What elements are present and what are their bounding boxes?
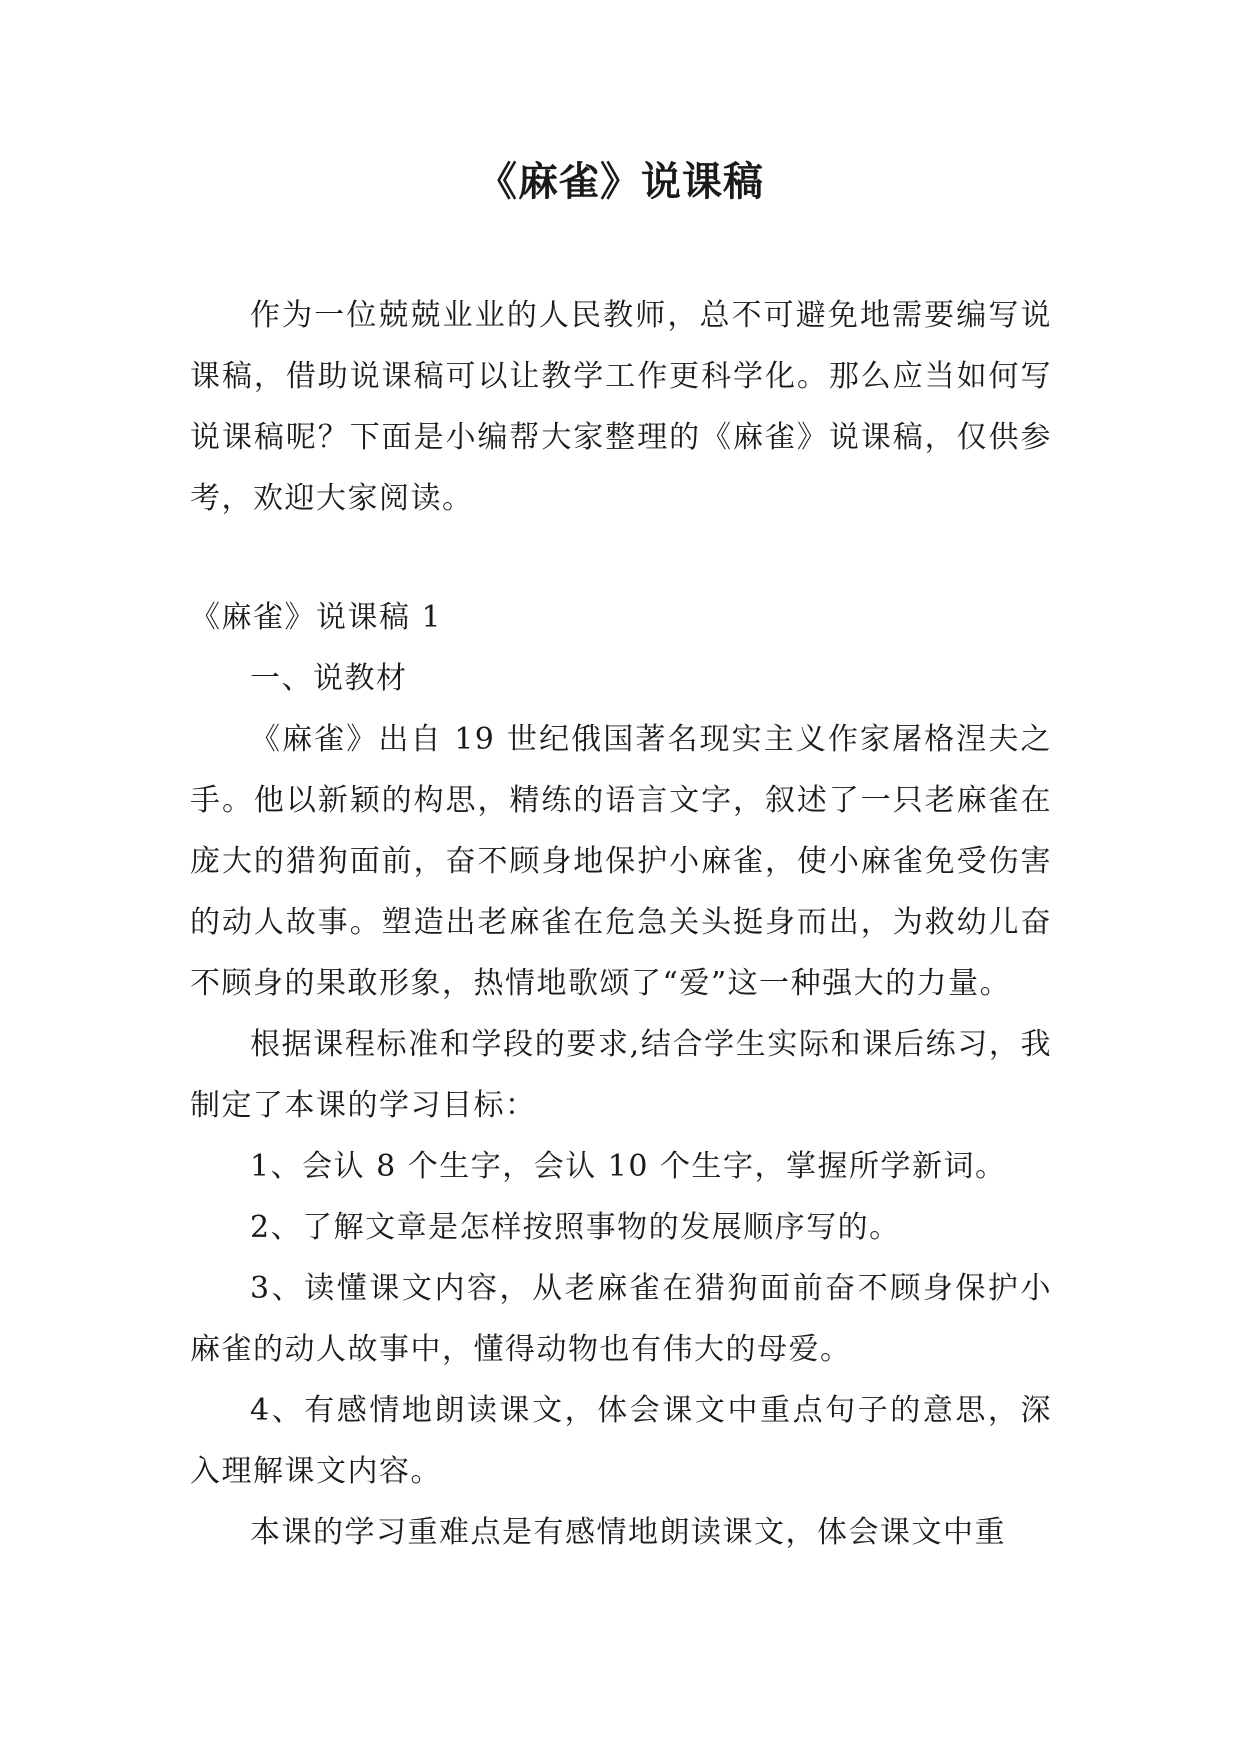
body-paragraph: 本课的学习重难点是有感情地朗读课文，体会课文中重: [250, 1515, 1006, 1550]
page-title: 《麻雀》说课稿: [477, 158, 764, 205]
section-heading: 《麻雀》说课稿 1: [190, 600, 443, 635]
document-body: [190, 285, 1052, 1563]
intro-paragraph: 作为一位兢兢业业的人民教师，总不可避免地需要编写说课稿，借助说课稿可以让教学工作更科学化。那么应当如何写说课稿呢？下面是小编帮大家整理的《麻雀》说课稿，仅供参考，欢迎大家阅读。: [190, 298, 1052, 516]
goal-item: 2、了解文章是怎样按照事物的发展顺序写的。: [250, 1210, 901, 1245]
body-paragraph: 《麻雀》出自 19 世纪俄国著名现实主义作家屠格涅夫之手。他以新颖的构思，精练的语言文字，叙述了一只老麻雀在庞大的猎狗面前，奋不顾身地保护小麻雀，使小麻雀免受伤害的动人故事。塑造出老麻雀在危急关头挺身而出，为救幼儿奋不顾身的果敢形象，热情地歌颂了“爱”这一种强大的力量。: [190, 722, 1052, 1001]
goal-item: 1、会认 8 个生字，会认 10 个生字，掌握所学新词。: [250, 1149, 1007, 1184]
goal-item: 3、读懂课文内容，从老麻雀在猎狗面前奋不顾身保护小麻雀的动人故事中，懂得动物也有伟大的母爱。: [190, 1271, 1052, 1367]
body-paragraph: 根据课程标准和学段的要求,结合学生实际和课后练习，我制定了本课的学习目标：: [190, 1027, 1052, 1123]
part-heading: 一、说教材: [250, 661, 408, 696]
goal-item: 4、有感情地朗读课文，体会课文中重点句子的意思，深入理解课文内容。: [190, 1393, 1052, 1489]
